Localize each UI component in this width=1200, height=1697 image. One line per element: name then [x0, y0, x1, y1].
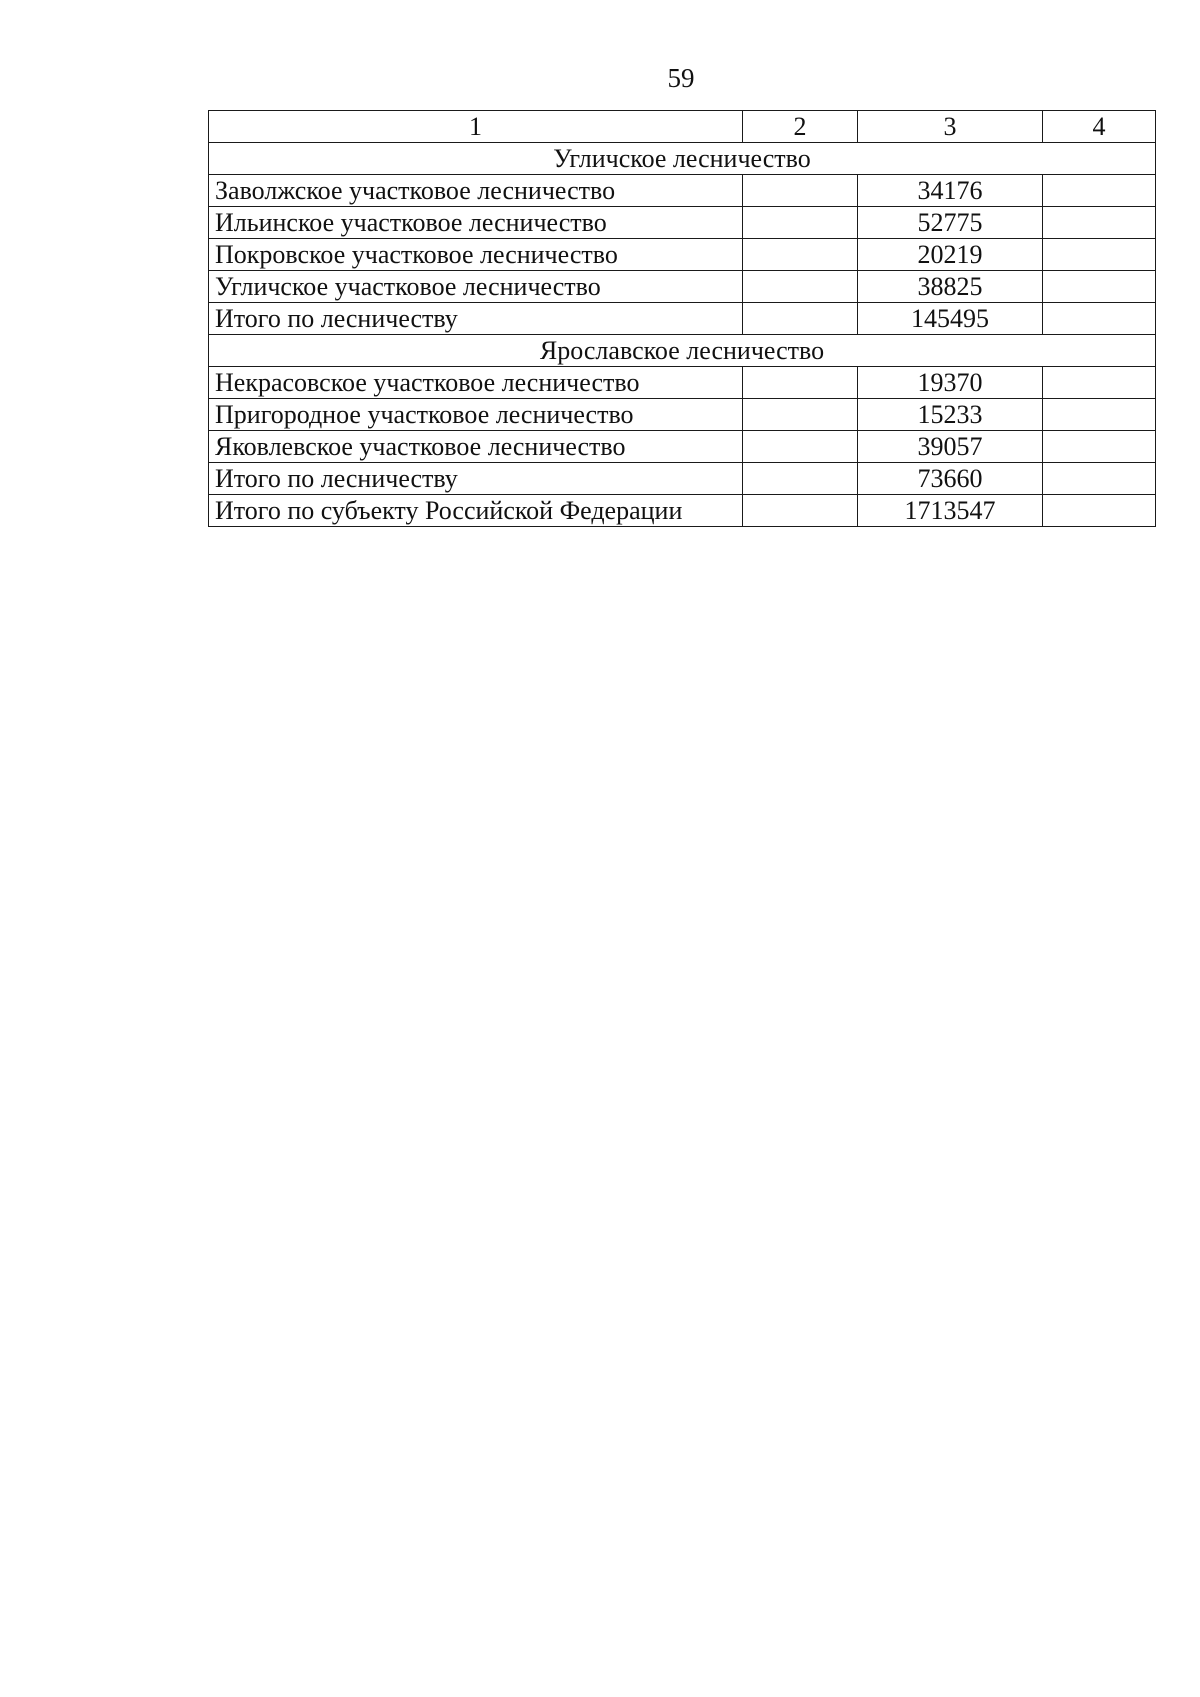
- row-name: Яковлевское участковое лесничество: [209, 431, 743, 463]
- row-col2: [743, 303, 858, 335]
- row-col3: 145495: [858, 303, 1043, 335]
- section-row: [209, 335, 1156, 367]
- row-col2: [743, 239, 858, 271]
- row-name: Итого по лесничеству: [209, 303, 743, 335]
- table-row: [209, 239, 1156, 271]
- table-row: [209, 463, 1156, 495]
- row-col2: [743, 463, 858, 495]
- row-col4: [1043, 399, 1156, 431]
- row-col3: 52775: [858, 207, 1043, 239]
- table-header-row: [209, 111, 1156, 143]
- section-row: [209, 143, 1156, 175]
- section-title: Угличское лесничество: [209, 143, 1156, 175]
- table-row: [209, 399, 1156, 431]
- row-col4: [1043, 303, 1156, 335]
- row-col3: 20219: [858, 239, 1043, 271]
- row-col2: [743, 495, 858, 527]
- table-row: [209, 303, 1156, 335]
- forestry-table: [208, 110, 1156, 527]
- row-col2: [743, 367, 858, 399]
- row-name: Заволжское участковое лесничество: [209, 175, 743, 207]
- table-row: [209, 431, 1156, 463]
- row-name: Ильинское участковое лесничество: [209, 207, 743, 239]
- row-name: Угличское участковое лесничество: [209, 271, 743, 303]
- row-col3: 34176: [858, 175, 1043, 207]
- section-title: Ярославское лесничество: [209, 335, 1156, 367]
- row-name: Итого по субъекту Российской Федерации: [209, 495, 743, 527]
- header-cell: 3: [858, 111, 1043, 143]
- row-name: Пригородное участковое лесничество: [209, 399, 743, 431]
- row-col3: 39057: [858, 431, 1043, 463]
- row-col3: 19370: [858, 367, 1043, 399]
- header-cell: 4: [1043, 111, 1156, 143]
- row-col2: [743, 431, 858, 463]
- row-col2: [743, 207, 858, 239]
- row-col4: [1043, 463, 1156, 495]
- row-col2: [743, 399, 858, 431]
- row-col3: 15233: [858, 399, 1043, 431]
- table-row: [209, 175, 1156, 207]
- row-col4: [1043, 431, 1156, 463]
- row-name: Некрасовское участковое лесничество: [209, 367, 743, 399]
- row-name: Покровское участковое лесничество: [209, 239, 743, 271]
- row-col3: 1713547: [858, 495, 1043, 527]
- row-col3: 38825: [858, 271, 1043, 303]
- row-col3: 73660: [858, 463, 1043, 495]
- row-name: Итого по лесничеству: [209, 463, 743, 495]
- row-col4: [1043, 239, 1156, 271]
- table-row: [209, 495, 1156, 527]
- table-row: [209, 271, 1156, 303]
- row-col2: [743, 271, 858, 303]
- table-row: [209, 207, 1156, 239]
- row-col4: [1043, 271, 1156, 303]
- row-col2: [743, 175, 858, 207]
- row-col4: [1043, 367, 1156, 399]
- row-col4: [1043, 207, 1156, 239]
- table-row: [209, 367, 1156, 399]
- page-number: 59: [667, 63, 695, 93]
- row-col4: [1043, 175, 1156, 207]
- header-cell: 2: [743, 111, 858, 143]
- header-cell: 1: [209, 111, 743, 143]
- row-col4: [1043, 495, 1156, 527]
